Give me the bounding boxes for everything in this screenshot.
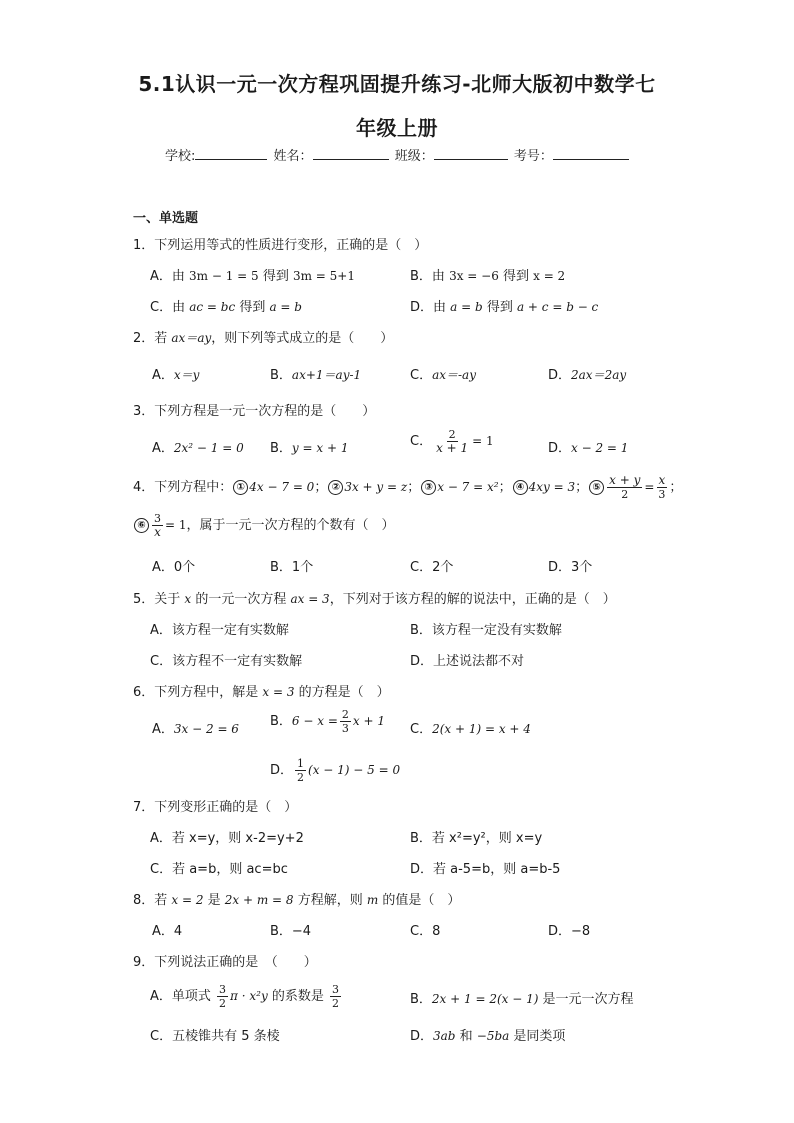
q4-stem-post: ，属于一元一次方程的个数有（ ） [186, 518, 395, 533]
q4-eq1: 4x − 7 = 0 [249, 480, 315, 494]
q2b-letter: B． [270, 368, 292, 383]
question-6-stem [133, 681, 390, 700]
q6b-den: 3 [341, 722, 349, 735]
q1c-m2: a = b [269, 300, 302, 314]
q3d-letter: D． [548, 441, 572, 456]
q1b-t2: 得到 [498, 269, 534, 284]
q6b-frac [340, 708, 351, 735]
q7-option-c[interactable]: C．若 a=b，则 ac=bc [150, 862, 288, 877]
q2-option-c[interactable] [410, 364, 476, 383]
q9a-frac1-num: 3 [219, 983, 227, 996]
q3-option-c[interactable] [410, 428, 494, 455]
q1b-m2: x = 2 [533, 269, 566, 283]
q5-stem-pre: 5．关于 [133, 592, 185, 607]
q1-option-d[interactable] [410, 296, 598, 315]
q8-stem-mid2: 方程解，则 [293, 893, 367, 908]
exam-number-blank[interactable] [553, 145, 629, 160]
q8-stem-pre: 8．若 [133, 893, 172, 908]
q9b-letter: B． [410, 992, 432, 1007]
q1a-m1: 3m − 1 = 5 [189, 269, 259, 283]
q8-option-c[interactable]: C．8 [410, 924, 441, 939]
q4-option-c[interactable]: C．2个 [410, 560, 454, 575]
q6-option-c[interactable] [410, 718, 531, 737]
q6-option-b[interactable] [270, 708, 385, 735]
question-8-stem [133, 889, 460, 908]
q4-eq5-lhs-den: 2 [621, 488, 629, 501]
q9-option-c[interactable]: C．五棱锥共有 5 条棱 [150, 1029, 280, 1044]
q1a-m2: 3m = 5+1 [292, 269, 355, 283]
circled-3: ③ [421, 480, 436, 495]
q3c-num: 2 [448, 428, 456, 441]
q4-eq5-rhs-num: x [658, 473, 666, 487]
student-info-row [165, 145, 631, 164]
q9a-frac1-den: 2 [219, 997, 227, 1010]
q5-option-b[interactable]: B．该方程一定没有实数解 [410, 623, 562, 638]
school-label: 学校: [165, 149, 196, 164]
q1-option-a[interactable] [150, 265, 355, 284]
q8-option-b[interactable]: B．−4 [270, 924, 312, 939]
q2-stem-post: ，则下列等式成立的是（ ） [211, 331, 394, 346]
q3c-rhs: = 1 [472, 434, 494, 448]
q1-option-c[interactable] [150, 296, 302, 315]
q2b-math: ax+1＝ay-1 [291, 368, 362, 382]
q4-eq6-num: 3 [154, 512, 161, 525]
q6a-letter: A． [152, 722, 174, 737]
q1-option-b[interactable] [410, 265, 565, 284]
q9a-frac1 [217, 983, 228, 1010]
q5-option-d[interactable]: D．上述说法都不对 [410, 654, 525, 669]
q4-eq5-eq: = [644, 480, 655, 494]
q7-option-d[interactable]: D．若 a-5=b，则 a=b-5 [410, 862, 561, 877]
q9b-math: 2x + 1 = 2(x − 1) [431, 992, 539, 1006]
q8-option-a[interactable]: A．4 [152, 924, 183, 939]
q1c-m1: ac = bc [189, 300, 236, 314]
q8-var-m: m [366, 893, 379, 907]
question-5-stem [133, 588, 616, 607]
q6d-frac [295, 757, 306, 784]
question-4-stem-line2 [133, 512, 395, 539]
q1b-t1: B．由 [410, 269, 450, 284]
question-2-stem [133, 327, 393, 346]
q6b-letter: B． [270, 714, 292, 729]
q3-option-b[interactable] [270, 437, 348, 456]
q3c-den: x + 1 [436, 441, 469, 455]
q1d-m1: a = b [450, 300, 483, 314]
q6c-math: 2(x + 1) = x + 4 [432, 722, 531, 736]
q2c-math: ax＝-ay [432, 368, 476, 382]
circled-2: ② [328, 480, 343, 495]
q1d-t1: D．由 [410, 300, 451, 315]
exam-number-label: 考号： [513, 149, 553, 164]
q9d-term2: −5ba [476, 1029, 510, 1043]
q1a-t1: A．由 [150, 269, 190, 284]
q6-stem-post: 的方程是（ ） [294, 685, 390, 700]
q9b-text: 是一元一次方程 [538, 992, 634, 1007]
q5-option-a[interactable]: A．该方程一定有实数解 [150, 623, 289, 638]
q4-sep1: ； [314, 480, 328, 495]
q3-option-a[interactable] [152, 437, 244, 456]
q6b-num: 2 [341, 708, 349, 721]
circled-5: ⑤ [589, 480, 604, 495]
q6-option-a[interactable] [152, 718, 239, 737]
q9a-frac2 [330, 983, 341, 1010]
q9-option-b[interactable] [410, 988, 634, 1007]
q3d-math: x − 2 = 1 [571, 441, 629, 455]
q5-eq: ax = 3 [290, 592, 330, 606]
q6d-num: 1 [297, 757, 305, 770]
q1c-t1: C．由 [150, 300, 190, 315]
class-label: 班级： [394, 149, 434, 164]
q3c-fraction [434, 428, 470, 455]
name-blank[interactable] [313, 145, 389, 160]
q8-stem-post: 的值是（ ） [378, 893, 461, 908]
q6b-math2: x + 1 [352, 714, 385, 728]
name-label: 姓名： [273, 149, 313, 164]
q8-option-d[interactable]: D．−8 [548, 924, 591, 939]
q5-stem-mid: 的一元一次方程 [191, 592, 291, 607]
q4-option-b[interactable]: B．1个 [270, 560, 314, 575]
q4-stem-pre: 4．下列方程中： [133, 480, 233, 495]
q6d-math: (x − 1) − 5 = 0 [308, 763, 401, 777]
q6-eq: x = 3 [262, 685, 295, 699]
q9a-t1: A．单项式 [150, 989, 216, 1004]
q8-eq2: 2x + m = 8 [224, 893, 294, 907]
school-blank[interactable] [195, 145, 267, 160]
q4-eq6-den: x [154, 525, 161, 539]
q9d-and: 和 [455, 1029, 477, 1044]
q5-var: x [184, 592, 192, 606]
q1a-t2: 得到 [258, 269, 293, 284]
class-blank[interactable] [434, 145, 508, 160]
q5-option-c[interactable]: C．该方程不一定有实数解 [150, 654, 303, 669]
question-4-stem [133, 474, 682, 501]
q1d-t2: 得到 [482, 300, 517, 315]
circled-6: ⑥ [134, 518, 149, 533]
q6c-letter: C． [410, 722, 433, 737]
q2-stem-pre: 2．若 [133, 331, 172, 346]
q9a-frac2-den: 2 [331, 997, 339, 1010]
page-title-line1: 5.1认识一元一次方程巩固提升练习-北师大版初中数学七 [138, 72, 656, 96]
q6a-math: 3x − 2 = 6 [173, 722, 239, 736]
question-9-stem: 9．下列说法正确的是 （ ） [133, 955, 317, 970]
q5-stem-post: ，下列对于该方程的解的说法中，正确的是（ ） [329, 592, 616, 607]
q7-option-b[interactable]: B．若 x²=y²，则 x=y [410, 831, 543, 846]
q3a-math: 2x² − 1 = 0 [173, 441, 244, 455]
q1d-m2: a + c = b − c [516, 300, 599, 314]
q4-option-a[interactable]: A．0个 [152, 560, 196, 575]
q6d-letter: D． [270, 763, 294, 778]
question-3-stem: 3．下列方程是一元一次方程的是（ ） [133, 404, 376, 419]
q4-option-d[interactable]: D．3个 [548, 560, 593, 575]
circled-1: ① [233, 480, 248, 495]
q3b-letter: B． [270, 441, 292, 456]
q2-option-a[interactable] [152, 364, 199, 383]
q4-sep4: ； [575, 480, 589, 495]
q1c-t2: 得到 [235, 300, 270, 315]
q6b-math1: 6 − x = [291, 714, 338, 728]
q4-sep3: ； [498, 480, 512, 495]
q3b-math: y = x + 1 [291, 441, 349, 455]
q1b-m1: 3x = −6 [449, 269, 499, 283]
q7-option-a[interactable]: A．若 x=y，则 x-2=y+2 [150, 831, 304, 846]
q2a-letter: A． [152, 368, 174, 383]
q9a-monomial: π · x²y [230, 989, 268, 1003]
q2c-letter: C． [410, 368, 433, 383]
q8-stem-mid1: 是 [203, 893, 225, 908]
q6-option-d[interactable] [270, 757, 400, 784]
q2-option-d[interactable] [548, 364, 626, 383]
q4-eq5-rhs-den: 3 [658, 488, 666, 501]
q9-option-a[interactable] [150, 983, 343, 1010]
q4-eq6-frac [152, 512, 163, 539]
q9-option-d[interactable] [410, 1025, 565, 1044]
q4-eq6-rhs: = 1 [165, 518, 187, 532]
q2d-letter: D． [548, 368, 572, 383]
q8-eq1: x = 2 [171, 893, 204, 907]
question-7-stem: 7．下列变形正确的是（ ） [133, 800, 298, 815]
q9d-term1: 3ab [433, 1029, 456, 1043]
q9d-letter: D． [410, 1029, 434, 1044]
q4-eq2: 3x + y = z [344, 480, 408, 494]
q4-eq5-lhs-num: x + y [609, 473, 641, 487]
page-title-line2: 年级上册 [356, 116, 438, 140]
q4-sep5: ； [669, 480, 683, 495]
q2-option-b[interactable] [270, 364, 361, 383]
q3c-letter: C． [410, 434, 433, 449]
section-heading: 一、单选题 [133, 211, 199, 226]
q6d-den: 2 [297, 771, 305, 784]
circled-4: ④ [513, 480, 528, 495]
q3-option-d[interactable] [548, 437, 628, 456]
q2d-math: 2ax＝2ay [571, 368, 627, 382]
q4-eq5-rhs [656, 474, 667, 501]
q2a-math: x＝y [173, 368, 200, 382]
q6-stem-pre: 6．下列方程中，解是 [133, 685, 263, 700]
q2-stem-math: ax＝ay [171, 331, 212, 345]
q4-eq3: x − 7 = x² [437, 480, 499, 494]
q4-sep2: ； [407, 480, 421, 495]
q9d-text: 是同类项 [509, 1029, 566, 1044]
q3a-letter: A． [152, 441, 174, 456]
q9a-frac2-num: 3 [331, 983, 339, 996]
q4-eq4: 4xy = 3 [528, 480, 576, 494]
question-1-stem: 1．下列运用等式的性质进行变形，正确的是（ ） [133, 238, 428, 253]
q9a-t2: 的系数是 [267, 989, 328, 1004]
q4-eq5-lhs [607, 474, 642, 501]
